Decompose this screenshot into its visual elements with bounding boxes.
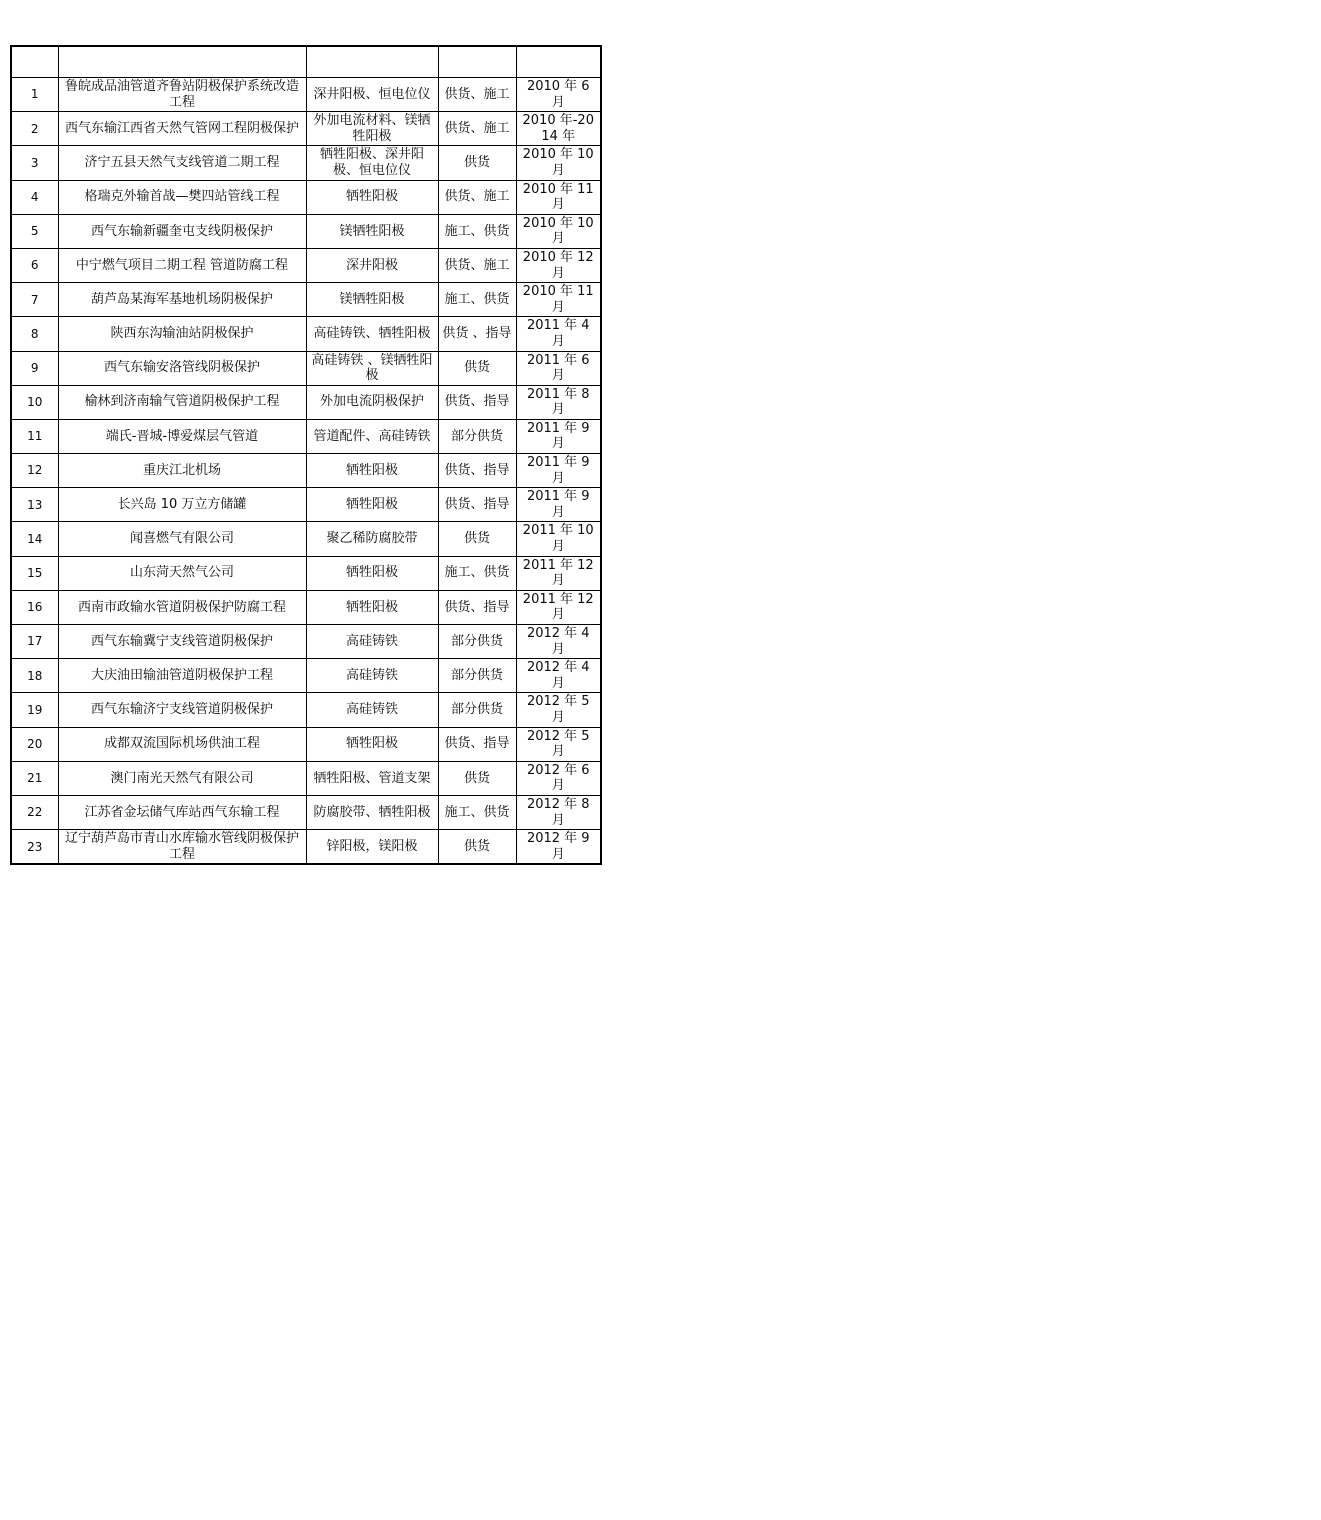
- material-cell: 牺牲阳极: [306, 590, 438, 624]
- scope-cell: 施工、供货: [438, 283, 516, 317]
- serial-cell: 17: [11, 625, 58, 659]
- table-row: [11, 727, 601, 761]
- project-cell: 大庆油田输油管道阴极保护工程: [58, 659, 306, 693]
- project-cell: 西气东输济宁支线管道阴极保护: [58, 693, 306, 727]
- table-row: [11, 625, 601, 659]
- project-cell: 澳门南光天然气有限公司: [58, 761, 306, 795]
- serial-cell: 5: [11, 214, 58, 248]
- table-header: [11, 46, 601, 78]
- material-cell: 深井阳极: [306, 248, 438, 282]
- table-row: [11, 112, 601, 146]
- table-row: [11, 283, 601, 317]
- time-cell: 2011 年 9 月: [516, 419, 601, 453]
- table-body: [11, 78, 601, 865]
- material-cell: 牺牲阳极: [306, 727, 438, 761]
- serial-cell: 9: [11, 351, 58, 385]
- material-cell: 外加电流阴极保护: [306, 385, 438, 419]
- table-row: [11, 659, 601, 693]
- serial-cell: 6: [11, 248, 58, 282]
- table-row: [11, 488, 601, 522]
- time-cell: 2011 年 9 月: [516, 454, 601, 488]
- project-cell: 长兴岛 10 万立方储罐: [58, 488, 306, 522]
- serial-cell: 22: [11, 795, 58, 829]
- scope-cell: 施工、供货: [438, 795, 516, 829]
- project-cell: 鲁皖成品油管道齐鲁站阴极保护系统改造工程: [58, 78, 306, 112]
- serial-cell: 10: [11, 385, 58, 419]
- material-cell: 镁牺牲阳极: [306, 214, 438, 248]
- project-cell: 西南市政输水管道阴极保护防腐工程: [58, 590, 306, 624]
- material-cell: 牺牲阳极: [306, 454, 438, 488]
- material-cell: 牺牲阳极、深井阳极、恒电位仪: [306, 146, 438, 180]
- scope-cell: 供货、施工: [438, 112, 516, 146]
- project-cell: 山东菏天然气公司: [58, 556, 306, 590]
- material-cell: 高硅铸铁: [306, 659, 438, 693]
- project-cell: 西气东输冀宁支线管道阴极保护: [58, 625, 306, 659]
- serial-cell: 12: [11, 454, 58, 488]
- time-cell: 2012 年 5 月: [516, 727, 601, 761]
- time-cell: 2011 年 8 月: [516, 385, 601, 419]
- material-cell: 高硅铸铁、牺牲阳极: [306, 317, 438, 351]
- serial-cell: 11: [11, 419, 58, 453]
- serial-cell: 8: [11, 317, 58, 351]
- scope-cell: 供货、施工: [438, 248, 516, 282]
- time-cell: 2010 年 11 月: [516, 180, 601, 214]
- table-row: [11, 214, 601, 248]
- project-cell: 格瑞克外输首战—樊四站管线工程: [58, 180, 306, 214]
- table-row: [11, 317, 601, 351]
- scope-cell: 供货: [438, 761, 516, 795]
- material-cell: 高硅铸铁: [306, 625, 438, 659]
- time-cell: 2011 年 10 月: [516, 522, 601, 556]
- scope-cell: 供货、指导: [438, 727, 516, 761]
- table-row: [11, 795, 601, 829]
- serial-cell: 4: [11, 180, 58, 214]
- serial-cell: 21: [11, 761, 58, 795]
- scope-cell: 供货: [438, 351, 516, 385]
- material-cell: 牺牲阳极: [306, 180, 438, 214]
- material-cell: 牺牲阳极: [306, 556, 438, 590]
- table-row: [11, 761, 601, 795]
- table-row: [11, 590, 601, 624]
- scope-cell: 供货 、指导: [438, 317, 516, 351]
- serial-cell: 20: [11, 727, 58, 761]
- time-cell: 2011 年 12 月: [516, 556, 601, 590]
- header-material: [306, 46, 438, 78]
- document-page: [0, 0, 608, 862]
- project-cell: 辽宁葫芦岛市青山水库输水管线阴极保护工程: [58, 830, 306, 865]
- scope-cell: 部分供货: [438, 659, 516, 693]
- table-row: [11, 180, 601, 214]
- serial-cell: 15: [11, 556, 58, 590]
- material-cell: 镁牺牲阳极: [306, 283, 438, 317]
- performance-table: [10, 45, 602, 865]
- serial-cell: 18: [11, 659, 58, 693]
- time-cell: 2011 年 6 月: [516, 351, 601, 385]
- header-time: [516, 46, 601, 78]
- header-scope: [438, 46, 516, 78]
- scope-cell: 部分供货: [438, 625, 516, 659]
- project-cell: 闻喜燃气有限公司: [58, 522, 306, 556]
- scope-cell: 供货、指导: [438, 454, 516, 488]
- project-cell: 西气东输新疆奎屯支线阴极保护: [58, 214, 306, 248]
- table-row: [11, 556, 601, 590]
- table-row: [11, 454, 601, 488]
- scope-cell: 供货、施工: [438, 78, 516, 112]
- scope-cell: 供货、指导: [438, 488, 516, 522]
- serial-cell: 23: [11, 830, 58, 865]
- scope-cell: 施工、供货: [438, 556, 516, 590]
- serial-cell: 14: [11, 522, 58, 556]
- material-cell: 牺牲阳极、管道支架: [306, 761, 438, 795]
- header-project: [58, 46, 306, 78]
- time-cell: 2012 年 8 月: [516, 795, 601, 829]
- scope-cell: 部分供货: [438, 419, 516, 453]
- time-cell: 2012 年 6 月: [516, 761, 601, 795]
- serial-cell: 1: [11, 78, 58, 112]
- header-row: [11, 46, 601, 78]
- material-cell: 深井阳极、恒电位仪: [306, 78, 438, 112]
- serial-cell: 16: [11, 590, 58, 624]
- scope-cell: 供货: [438, 146, 516, 180]
- scope-cell: 部分供货: [438, 693, 516, 727]
- project-cell: 济宁五县天然气支线管道二期工程: [58, 146, 306, 180]
- material-cell: 聚乙稀防腐胶带: [306, 522, 438, 556]
- project-cell: 西气东输安洛管线阴极保护: [58, 351, 306, 385]
- project-cell: 陕西东沟输油站阴极保护: [58, 317, 306, 351]
- table-row: [11, 351, 601, 385]
- scope-cell: 施工、供货: [438, 214, 516, 248]
- time-cell: 2011 年 12 月: [516, 590, 601, 624]
- time-cell: 2011 年 4 月: [516, 317, 601, 351]
- time-cell: 2010 年-2014 年: [516, 112, 601, 146]
- material-cell: 管道配件、高硅铸铁: [306, 419, 438, 453]
- material-cell: 高硅铸铁: [306, 693, 438, 727]
- table-row: [11, 693, 601, 727]
- scope-cell: 供货: [438, 522, 516, 556]
- project-cell: 江苏省金坛储气库站西气东输工程: [58, 795, 306, 829]
- scope-cell: 供货、施工: [438, 180, 516, 214]
- material-cell: 牺牲阳极: [306, 488, 438, 522]
- time-cell: 2012 年 4 月: [516, 659, 601, 693]
- time-cell: 2010 年 12 月: [516, 248, 601, 282]
- material-cell: 高硅铸铁 、镁牺牲阳极: [306, 351, 438, 385]
- project-cell: 葫芦岛某海军基地机场阴极保护: [58, 283, 306, 317]
- table-row: [11, 419, 601, 453]
- time-cell: 2010 年 11 月: [516, 283, 601, 317]
- serial-cell: 7: [11, 283, 58, 317]
- material-cell: 锌阳极，镁阳极: [306, 830, 438, 865]
- project-cell: 重庆江北机场: [58, 454, 306, 488]
- time-cell: 2012 年 4 月: [516, 625, 601, 659]
- time-cell: 2012 年 5 月: [516, 693, 601, 727]
- serial-cell: 3: [11, 146, 58, 180]
- serial-cell: 2: [11, 112, 58, 146]
- project-cell: 榆林到济南输气管道阴极保护工程: [58, 385, 306, 419]
- table-row: [11, 830, 601, 865]
- serial-cell: 19: [11, 693, 58, 727]
- time-cell: 2010 年 10 月: [516, 146, 601, 180]
- table-row: [11, 522, 601, 556]
- serial-cell: 13: [11, 488, 58, 522]
- scope-cell: 供货: [438, 830, 516, 865]
- project-cell: 端氏-晋城-博爱煤层气管道: [58, 419, 306, 453]
- table-row: [11, 146, 601, 180]
- header-serial: [11, 46, 58, 78]
- table-row: [11, 385, 601, 419]
- table-row: [11, 78, 601, 112]
- time-cell: 2010 年 6 月: [516, 78, 601, 112]
- scope-cell: 供货、指导: [438, 590, 516, 624]
- project-cell: 西气东输江西省天然气管网工程阴极保护: [58, 112, 306, 146]
- project-cell: 中宁燃气项目二期工程 管道防腐工程: [58, 248, 306, 282]
- material-cell: 防腐胶带、牺牲阳极: [306, 795, 438, 829]
- time-cell: 2012 年 9 月: [516, 830, 601, 865]
- scope-cell: 供货、指导: [438, 385, 516, 419]
- table-row: [11, 248, 601, 282]
- material-cell: 外加电流材料、镁牺牲阳极: [306, 112, 438, 146]
- project-cell: 成都双流国际机场供油工程: [58, 727, 306, 761]
- time-cell: 2011 年 9 月: [516, 488, 601, 522]
- time-cell: 2010 年 10 月: [516, 214, 601, 248]
